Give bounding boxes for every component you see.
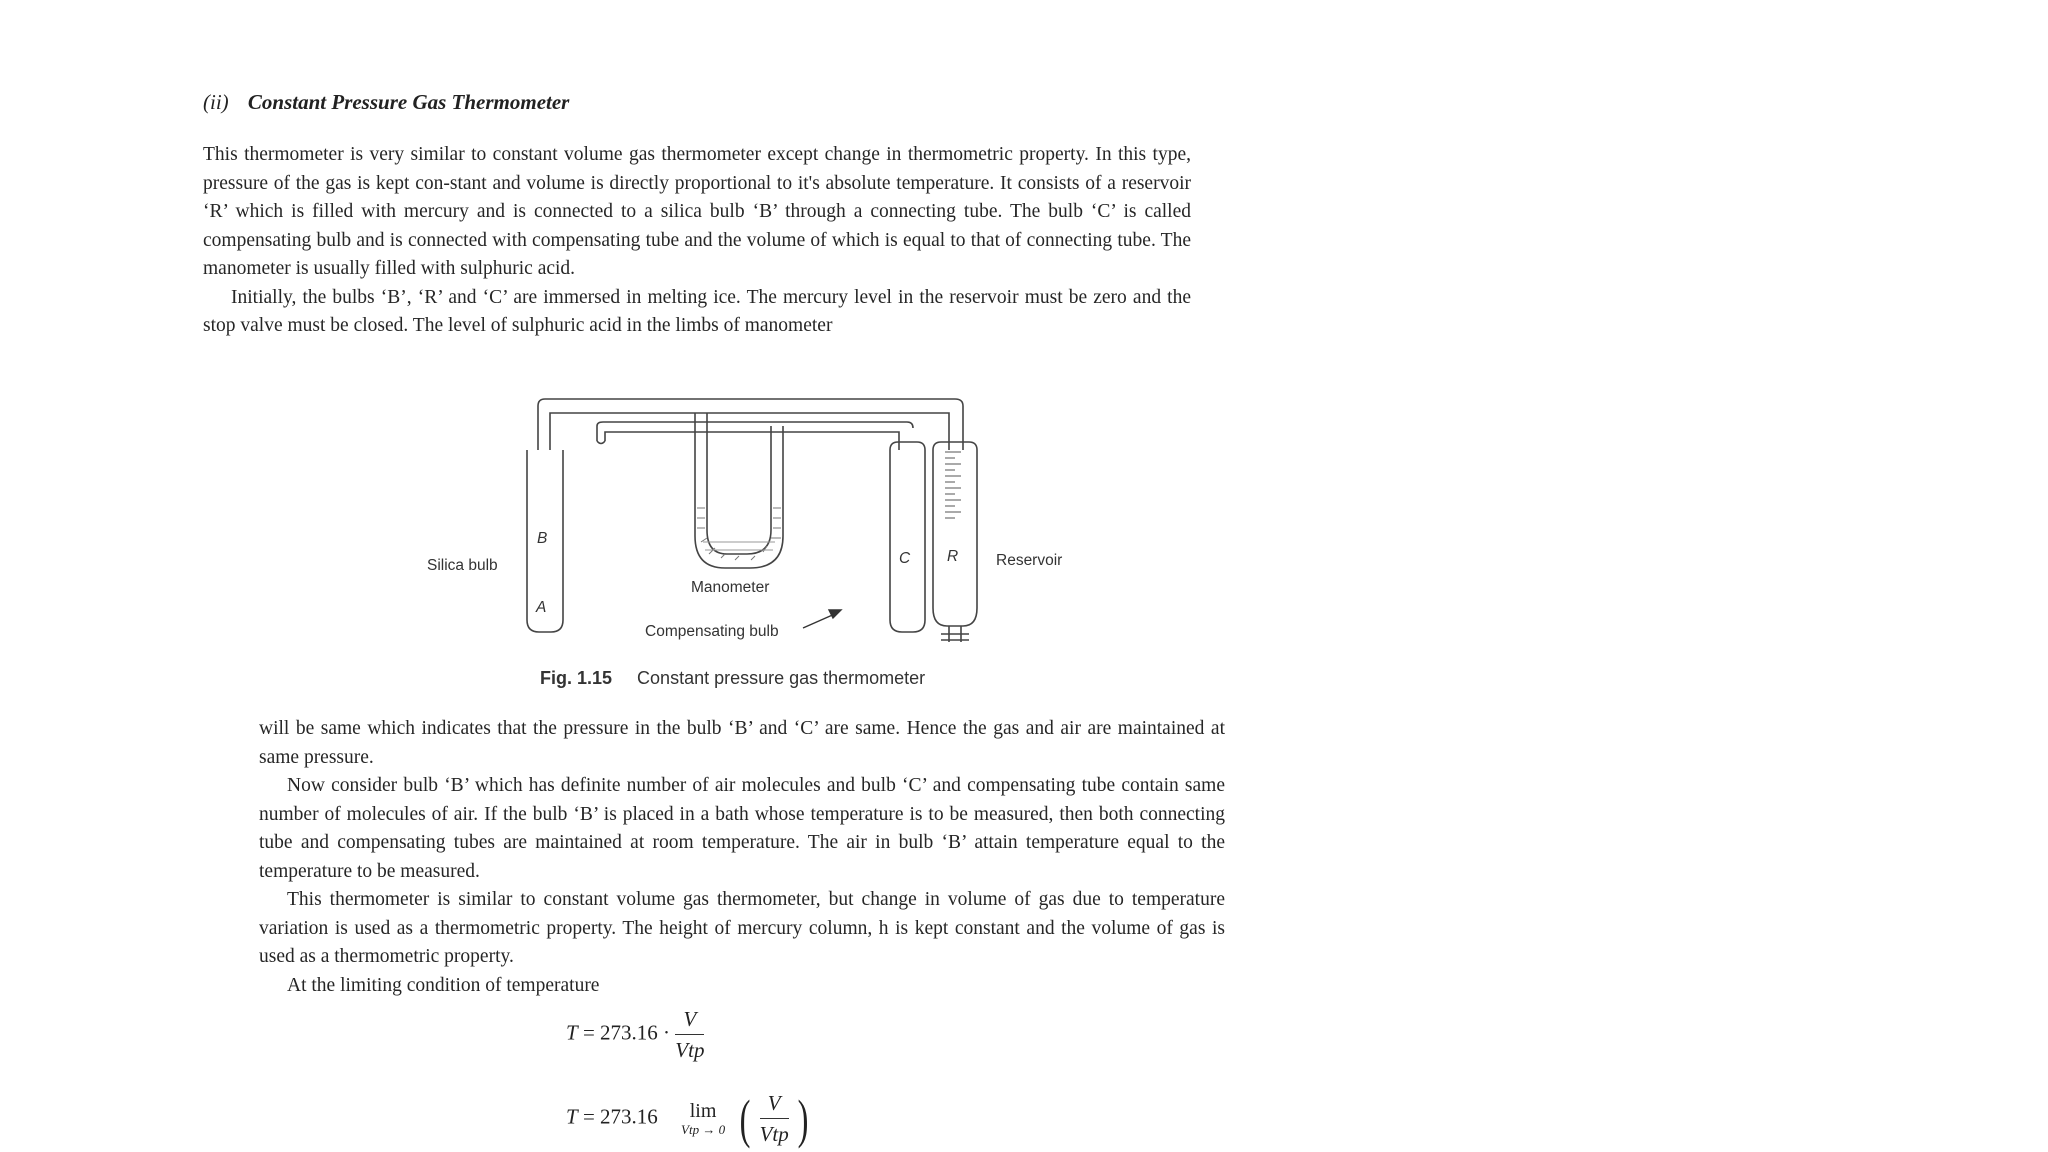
eq2-fraction: [760, 1088, 789, 1149]
paragraph-initially-text: Initially, the bulbs ‘B’, ‘R’ and ‘C’ are immersed in melting ice. The mercury level in the reservoir must be zero and the stop valve must be closed. The level of sulphuric acid in the limbs of manometer: [203, 286, 1191, 336]
text-block-bottom: [259, 715, 1225, 1000]
reservoir-graduations: [945, 452, 961, 518]
eq2-lim-sub: Vtp → 0: [681, 1121, 726, 1137]
label-a: A: [536, 599, 547, 616]
thermometer-diagram: [405, 388, 1105, 658]
manometer-outer: [695, 413, 783, 568]
figure-caption-text: Constant pressure gas thermometer: [637, 668, 926, 688]
section-number: (ii): [203, 90, 229, 114]
arrow-head: [829, 610, 841, 618]
compensating-tube-end: [597, 441, 605, 444]
label-silica-bulb: Silica bulb: [427, 557, 498, 574]
eq2-close-paren: ): [797, 1088, 809, 1149]
eq2-open-paren: (: [739, 1088, 751, 1149]
paragraph-similar: [259, 886, 1225, 972]
section-heading: [203, 90, 569, 115]
figure: [405, 388, 1105, 658]
figure-caption: [540, 668, 925, 689]
section-title: Constant Pressure Gas Thermometer: [247, 90, 570, 114]
equation-2: [566, 1088, 812, 1149]
paragraph-initially: [203, 284, 1191, 341]
stop-valve: [941, 634, 969, 640]
eq1-lhs: T: [566, 1020, 578, 1045]
paragraph-now-consider: [259, 772, 1225, 886]
eq2-numerator: V: [760, 1088, 789, 1119]
paragraph-continuation: will be same which indicates that the pressure in the bulb ‘B’ and ‘C’ are same. Hence the gas and air are maintained at same pressure.: [259, 718, 1225, 768]
text-block-top: [203, 141, 1191, 341]
paragraph-limiting-text: At the limiting condition of temperature: [287, 974, 600, 996]
eq1-numerator: V: [675, 1004, 704, 1035]
manometer-acid-fill: [697, 508, 781, 560]
eq1-fraction: [675, 1004, 704, 1065]
equation-1: [566, 1004, 704, 1065]
compensating-bulb-outline: [890, 442, 925, 632]
label-reservoir: Reservoir: [996, 552, 1063, 569]
eq1-constant: = 273.16 ·: [582, 1020, 671, 1045]
eq2-lim: lim: [689, 1099, 717, 1122]
paragraph-intro: This thermometer is very similar to constant volume gas thermometer except change in thermometric property. In this type, pressure of the gas is kept con-stant and volume is directly proportional to it's absolute temperature. It consists of a reservoir ‘R’ which is filled with mercury and is connected to a silica bulb ‘B’ through a connecting tube. The bulb ‘C’ is called compensating bulb and is connected with compensating tube and the volume of which is equal to that of connecting tube. The manometer is usually filled with sulphuric acid.: [203, 144, 1191, 279]
paragraph-limiting: [259, 972, 1225, 1001]
eq2-constant: = 273.16: [582, 1104, 658, 1129]
eq2-denominator: Vtp: [759, 1122, 789, 1146]
label-r: R: [947, 548, 959, 565]
compensating-tube-inner: [605, 432, 899, 450]
label-manometer: Manometer: [691, 579, 770, 596]
manometer-inner: [707, 413, 771, 554]
paragraph-now-consider-text: Now consider bulb ‘B’ which has definite number of air molecules and bulb ‘C’ and compensating tube contain same number of molecules of air. If the bulb ‘B’ is placed in a bath whose temperature is to be measured, then both connecting tube and compensating tubes are maintained at room temperature. The air in bulb ‘B’ attain temperature equal to the temperature to be measured.: [259, 775, 1225, 882]
eq1-denominator: Vtp: [675, 1038, 705, 1062]
label-compensating-bulb: Compensating bulb: [645, 623, 779, 640]
figure-number: Fig. 1.15: [540, 668, 613, 688]
label-c: C: [899, 550, 911, 567]
eq2-limit: [681, 1100, 725, 1138]
eq2-lhs: T: [566, 1104, 578, 1129]
label-b: B: [537, 530, 548, 547]
paragraph-similar-text: This thermometer is similar to constant volume gas thermometer, but change in volume of gas due to temperature variation is used as a thermometric property. The height of mercury column, h is kept constant and the volume of gas is used as a thermometric property.: [259, 889, 1225, 967]
